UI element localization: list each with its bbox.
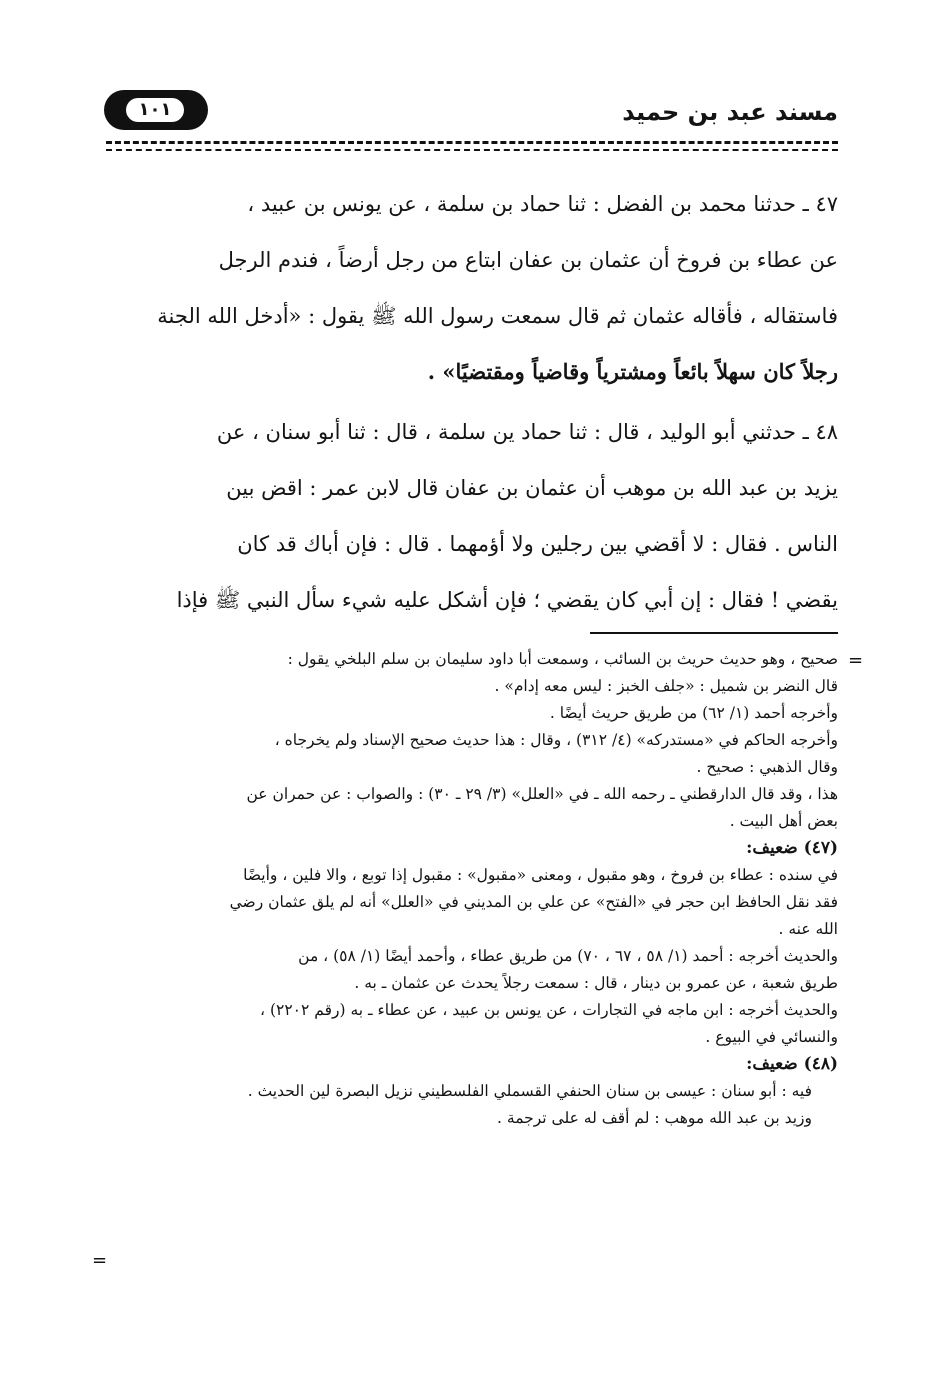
page-number: ١٠١ [126, 98, 184, 122]
continuation-mark: = [92, 1250, 108, 1271]
footnote-line: والحديث أخرجه : أحمد (١/ ٥٨ ، ٦٧ ، ٧٠) من طريق عطاء ، وأحمد أيضًا (١/ ٥٨) ، من [298, 947, 838, 965]
footnote-separator [590, 632, 838, 634]
footnote-line: وأخرجه أحمد (١/ ٦٢) من طريق حريث أيضًا . [549, 704, 838, 722]
footnote-line: وزيد بن عبد الله موهب : لم أقف له على ترجمة . [497, 1109, 812, 1127]
hadith-47 [108, 176, 838, 400]
text-line: يزيد بن عبد الله بن موهب أن عثمان بن عفان قال لابن عمر : اقض بين [226, 476, 838, 500]
text-line: فاستقاله ، فأقاله عثمان ثم قال سمعت رسول الله ﷺ يقول : «أدخل الله الجنة [157, 304, 838, 328]
header-divider-secondary [106, 149, 838, 151]
footnote-line: فقد نقل الحافظ ابن حجر في «الفتح» عن علي بن المديني في «العلل» أنه لم يلق عثمان رضي [229, 893, 838, 911]
footnote-heading-48: (٤٨) ضعيف: [746, 1054, 838, 1074]
text-line: الناس . فقال : لا أقضي بين رجلين ولا أؤمهما . قال : فإن أباك قد كان [237, 532, 838, 556]
running-title: مسند عبد بن حميد [622, 98, 838, 126]
text-line: ٤٧ ـ حدثنا محمد بن الفضل : ثنا حماد بن سلمة ، عن يونس بن عبيد ، [247, 192, 838, 216]
footnote-line: الله عنه . [778, 920, 838, 938]
footnote-heading-47: (٤٧) ضعيف: [746, 838, 838, 858]
text-line: عن عطاء بن فروخ أن عثمان بن عفان ابتاع من رجل أرضاً ، فندم الرجل [218, 248, 838, 272]
footnote-line: طريق شعبة ، عن عمرو بن دينار ، قال : سمعت رجلاً يحدث عن عثمان ـ به . [354, 974, 838, 992]
page-number-badge [104, 90, 208, 130]
footnote-line: والحديث أخرجه : ابن ماجه في التجارات ، عن يونس بن عبيد ، عن عطاء ـ به (رقم ٢٢٠٢) ، [260, 1001, 838, 1019]
footnote-line: وقال الذهبي : صحيح . [696, 758, 838, 776]
footnote-line: في سنده : عطاء بن فروخ ، وهو مقبول ، ومعنى «مقبول» : مقبول إذا توبع ، والا فلين ، وأيضًا [243, 866, 838, 884]
text-line: يقضي ! فقال : إن أبي كان يقضي ؛ فإن أشكل عليه شيء سأل النبي ﷺ فإذا [176, 588, 838, 612]
continuation-mark: = [848, 650, 864, 671]
footnote-line: هذا ، وقد قال الدارقطني ـ رحمه الله ـ في «العلل» (٣/ ٢٩ ـ ٣٠) : والصواب : عن حمران عن [246, 785, 838, 803]
footnote-line: بعض أهل البيت . [729, 812, 838, 830]
footnote-line: وأخرجه الحاكم في «مستدركه» (٤/ ٣١٢) ، وقال : هذا حديث صحيح الإسناد ولم يخرجاه ، [274, 731, 838, 749]
footnote-line: والنسائي في البيوع . [705, 1028, 838, 1046]
footnote-line: صحيح ، وهو حديث حريث بن السائب ، وسمعت أبا داود سليمان بن سلم البلخي يقول : [287, 650, 838, 668]
footnote-line: قال النضر بن شميل : «جلف الخبز : ليس معه إدام» . [494, 677, 838, 695]
text-line: رجلاً كان سهلاً بائعاً ومشترياً وقاضياً ومقتضيًا» . [427, 359, 838, 384]
header-divider [106, 141, 838, 144]
hadith-48 [108, 404, 838, 628]
footnotes [108, 646, 838, 1132]
footnote-line: فيه : أبو سنان : عيسى بن سنان الحنفي القسملي الفلسطيني نزيل البصرة لين الحديث . [247, 1082, 812, 1100]
text-line: ٤٨ ـ حدثني أبو الوليد ، قال : ثنا حماد ين سلمة ، قال : ثنا أبو سنان ، عن [216, 420, 838, 444]
